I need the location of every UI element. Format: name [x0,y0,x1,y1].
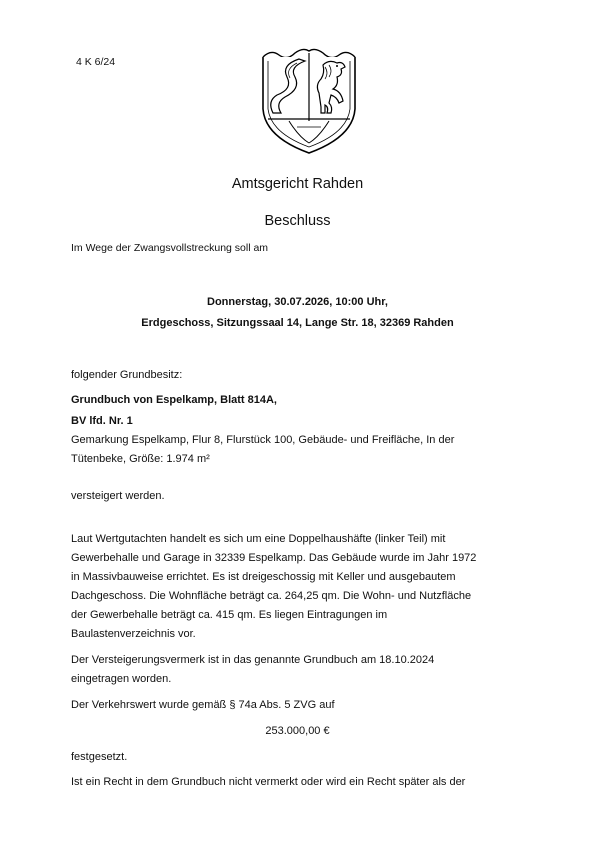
auction-statement: versteigert werden. [71,490,165,502]
property-intro: folgender Grundbesitz: [71,369,183,381]
appraisal-line: in Massivbauweise errichtet. Es ist dreigeschossig mit Keller und ausgebautem [71,571,456,583]
coat-of-arms-icon [259,47,359,155]
case-number: 4 K 6/24 [76,56,116,68]
market-value: 253.000,00 € [265,725,330,737]
auction-date-time: Donnerstag, 30.07.2026, 10:00 Uhr, [207,296,388,308]
registration-line: eingetragen worden. [71,673,172,685]
appraisal-line: der Gewerbehalle beträgt ca. 415 qm. Es liegen Eintragungen im [71,609,388,621]
appraisal-line: Dachgeschoss. Die Wohnfläche beträgt ca. 264,25 qm. Die Wohn- und Nutzfläche [71,590,472,602]
parcel-description-line-1: Gemarkung Espelkamp, Flur 8, Flurstück 100, Gebäude- und Freifläche, In der [71,434,455,446]
auction-location: Erdgeschoss, Sitzungssaal 14, Lange Str. 18, 32369 Rahden [141,317,454,329]
court-name: Amtsgericht Rahden [231,176,364,192]
appraisal-paragraph [71,530,531,644]
land-register: Grundbuch von Espelkamp, Blatt 814A, [71,394,277,406]
value-outro: festgesetzt. [71,751,128,763]
value-intro: Der Verkehrswert wurde gemäß § 74a Abs. 5 ZVG auf [71,699,335,711]
appraisal-line: Gewerbehalle und Garage in 32339 Espelkamp. Das Gebäude wurde im Jahr 1972 [71,552,477,564]
registration-paragraph [71,651,531,689]
appraisal-line: Laut Wertgutachten handelt es sich um eine Doppelhaushäfte (linker Teil) mit [71,533,446,545]
registration-line: Der Versteigerungsvermerk ist in das genannte Grundbuch am 18.10.2024 [71,654,435,666]
rights-notice-line: Ist ein Recht in dem Grundbuch nicht vermerkt oder wird ein Recht später als der [71,776,466,788]
intro-text: Im Wege der Zwangsvollstreckung soll am [71,242,269,254]
inventory-number: BV lfd. Nr. 1 [71,415,133,427]
parcel-description-line-2: Tütenbeke, Größe: 1.974 m² [71,453,210,465]
appraisal-line: Baulastenverzeichnis vor. [71,628,196,640]
document-title: Beschluss [264,213,331,229]
